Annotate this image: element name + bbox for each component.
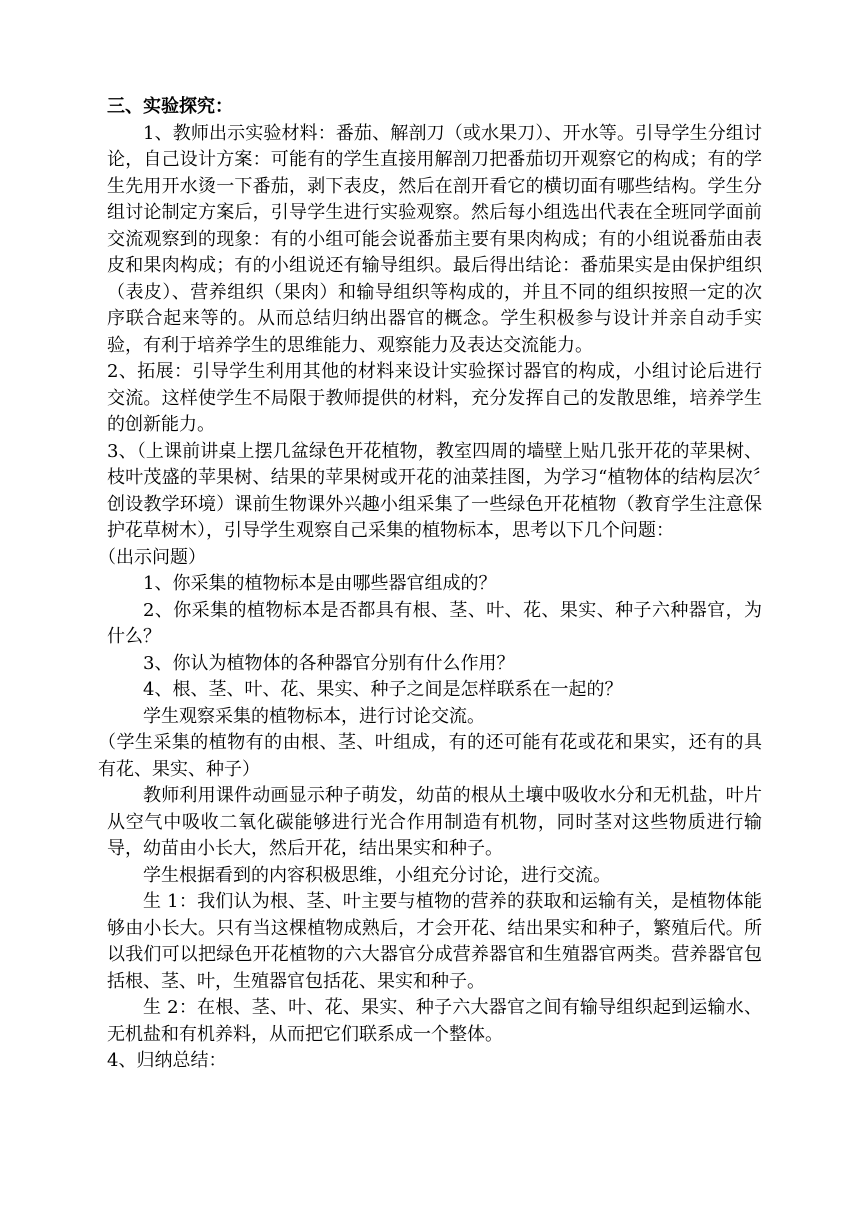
paragraph-teacher-animation: 教师利用课件动画显示种子萌发，幼苗的根从土壤中吸收水分和无机盐，叶片从空气中吸收二氧化碳能够进行光合作用制造有机物，同时茎对这些物质进行输导，幼苗由小长大，然后开花，结出果实和种子。: [107, 785, 762, 859]
paragraph-student-specimens-note: （学生采集的植物有的由根、茎、叶组成，有的还可能有花或花和果实，还有的具有花、果实、种子）: [98, 732, 762, 780]
paragraph-show-questions: （出示问题）: [98, 546, 206, 568]
paragraph-student-1: 生 1：我们认为根、茎、叶主要与植物的营养的获取和运输有关，是植物体能够由小长大。只有当这棵植物成熟后，才会开花、结出果实和种子，繁殖后代。所以我们可以把绿色开花植物的六大器官分成营养器官和生殖器官两类。营养器官包括根、茎、叶，生殖器官包括花、果实和种子。: [107, 891, 762, 992]
question-2: 2、你采集的植物标本是否都具有根、茎、叶、花、果实、种子六种器官，为什么？: [107, 599, 762, 647]
document-page: [98, 94, 762, 1075]
paragraph-group-discussion: 学生根据看到的内容积极思维，小组充分讨论，进行交流。: [143, 864, 611, 886]
section-heading: 三、实验探究：: [107, 96, 233, 117]
paragraph-experiment-materials: 1、教师出示实验材料：番茄、解剖刀（或水果刀）、开水等。引导学生分组讨论，自己设计方案：可能有的学生直接用解剖刀把番茄切开观察它的构成；有的学生先用开水烫一下番茄，剥下表皮，然后在剖开看它的横切面有哪些结构。学生分组讨论制定方案后，引导学生进行实验观察。然后每小组选出代表在全班同学面前交流观察到的现象：有的小组可能会说番茄主要有果肉构成；有的小组说番茄由表皮和果肉构成；有的小组说还有输导组织。最后得出结论：番茄果实是由保护组织（表皮）、营养组织（果肉）和输导组织等构成的，并且不同的组织按照一定的次序联合起来等的。从而总结归纳出器官的概念。学生积极参与设计并亲自动手实验，有利于培养学生的思维能力、观察能力及表达交流能力。: [107, 122, 762, 356]
paragraph-plant-specimens: 3、（上课前讲桌上摆几盆绿色开花植物，教室四周的墙壁上贴几张开花的苹果树、枝叶茂盛的苹果树、结果的苹果树或开花的油菜挂图，为学习“植物体的结构层次〞创设教学环境）课前生物课外兴趣小组采集了一些绿色开花植物（教育学生注意保护花草树木），引导学生观察自己采集的植物标本，思考以下几个问题：: [107, 440, 762, 541]
paragraph-extension: 2、拓展：引导学生利用其他的材料来设计实验探讨器官的构成，小组讨论后进行交流。这样使学生不局限于教师提供的材料，充分发挥自己的发散思维，培养学生的创新能力。: [107, 361, 762, 435]
question-4: 4、根、茎、叶、花、果实、种子之间是怎样联系在一起的？: [143, 679, 623, 700]
question-1: 1、你采集的植物标本是由哪些器官组成的？: [143, 573, 497, 594]
paragraph-student-2: 生 2：在根、茎、叶、花、果实、种子六大器官之间有输导组织起到运输水、无机盐和有机养料，从而把它们联系成一个整体。: [107, 997, 762, 1045]
paragraph-summary: 4、归纳总结：: [107, 1050, 227, 1071]
question-3: 3、你认为植物体的各种器官分别有什么作用？: [143, 652, 515, 674]
paragraph-student-discussion: 学生观察采集的植物标本，进行讨论交流。: [143, 705, 485, 727]
